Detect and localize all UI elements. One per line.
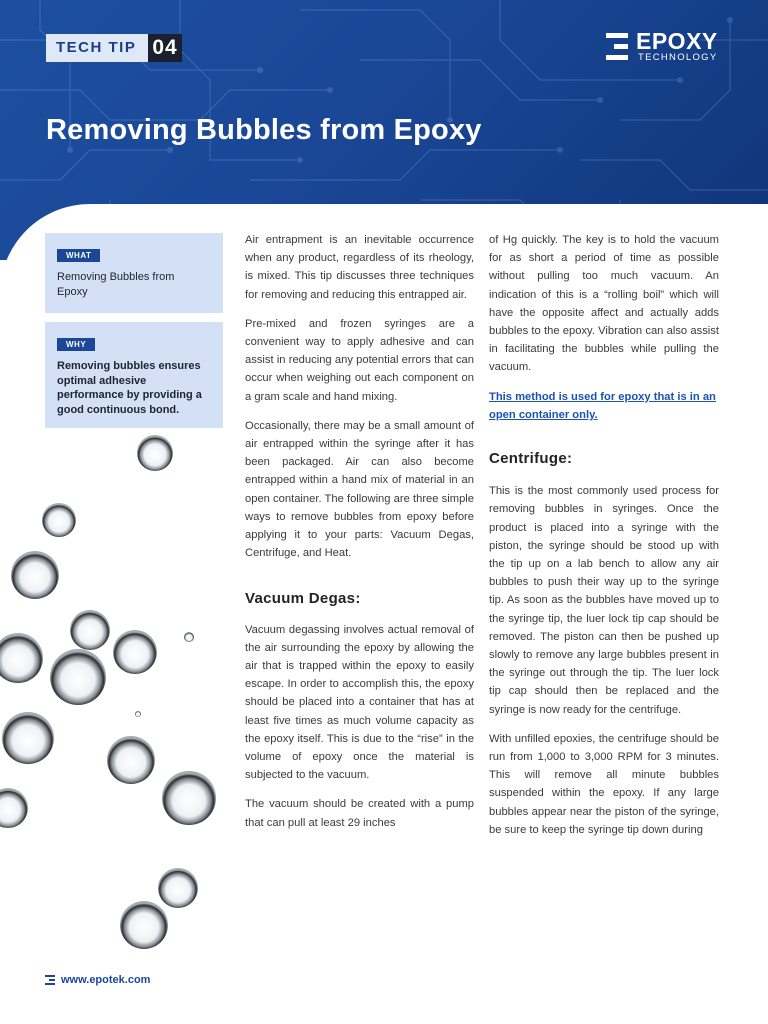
website-link[interactable]: www.epotek.com: [61, 974, 151, 986]
centrifuge-paragraph-1: This is the most commonly used process for removing bubbles in syringes. Once the product is placed into a syringe with the piston, the syringe should be stood up with the tip up on a lab bench to allow any air bubbles to push their way up to the syringe tip. As soon as the bubbles have moved up to the syringe tip, the luer lock tip cap should be removed. The piston can then be pushed up slowly to remove any large bubbles present in the syringe out through the tip. The luer lock tip cap should then be replaced and the syringe is now ready for the centrifuge.: [489, 485, 719, 716]
vacuum-paragraph-3: of Hg quickly. The key is to hold the vacuum for as short a period of time as possible without pulling too much vacuum. An indication of this is a “rolling boil” which will have the opposite affect and actually adds bubbles to the epoxy. Vibration can also assist in facilitating the bubbles while pulling the vacuum.: [489, 234, 719, 374]
open-container-note-link[interactable]: This method is used for epoxy that is in an open container only.: [489, 390, 716, 421]
vacuum-paragraph-2: The vacuum should be created with a pump that can pull at least 29 inches: [245, 798, 474, 829]
vacuum-degas-heading: Vacuum Degas:: [245, 590, 361, 608]
logo-mark-icon: [606, 31, 628, 63]
why-tag: WHY: [57, 338, 95, 351]
footer-logo-icon: [45, 974, 55, 986]
body-column-2: [489, 231, 719, 850]
what-box: [45, 233, 223, 313]
premixed-paragraph: Pre-mixed and frozen syringes are a convenient way to apply adhesive and can assist in reducing any potential errors that can occur when weighing out each component on a gram scale and hand mixing.: [245, 317, 474, 403]
centrifuge-paragraph-2: With unfilled epoxies, the centrifuge should be run from 1,000 to 3,000 RPM for 3 minutes. This will remove all minute bubbles suspended within the epoxy. If any large bubbles appear near the piston of the syringe, be sure to keep the syringe tip down during: [489, 732, 719, 836]
page-title: Removing Bubbles from Epoxy: [46, 114, 482, 146]
logo-main-text: EPOXY: [636, 28, 718, 54]
epoxy-technology-logo: [606, 30, 718, 64]
vacuum-paragraph-1: Vacuum degassing involves actual removal of the air surrounding the epoxy by allowing the air that is trapped within the epoxy to easily escape. In order to accomplish this, the epoxy should be placed into a container that has at least five times as much volume capacity as the epoxy itself. This is due to the “rise” in the volume of epoxy once the material is subjected to the vacuum.: [245, 623, 474, 782]
bubbles-illustration: [0, 420, 230, 960]
why-text: Removing bubbles ensures optimal adhesive performance by providing a good continuous bond.: [57, 360, 202, 416]
tech-tip-badge: [46, 34, 182, 62]
what-tag: WHAT: [57, 249, 100, 262]
occasionally-paragraph: Occasionally, there may be a small amount of air entrapped within the syringe after it has been packaged. Air can also become entrapped within a hand mix of material in an open container. The following are three simple ways to remove bubbles from epoxy before applying it to your parts: Vacuum Degas, Centrifuge, and Heat.: [245, 419, 474, 560]
body-column-1: [245, 231, 474, 843]
intro-paragraph: Air entrapment is an inevitable occurrence when any product, regardless of its rheology, is mixed. This tip discusses three techniques for removing and reducing this entrapped air.: [245, 234, 474, 301]
tech-tip-number: 04: [148, 34, 181, 62]
centrifuge-heading: Centrifuge:: [489, 450, 573, 468]
tech-tip-label: TECH TIP: [46, 34, 148, 62]
why-box: [45, 322, 223, 428]
what-text: Removing Bubbles from Epoxy: [57, 271, 175, 298]
page-footer: [45, 974, 150, 986]
logo-sub-text: TECHNOLOGY: [638, 52, 718, 63]
